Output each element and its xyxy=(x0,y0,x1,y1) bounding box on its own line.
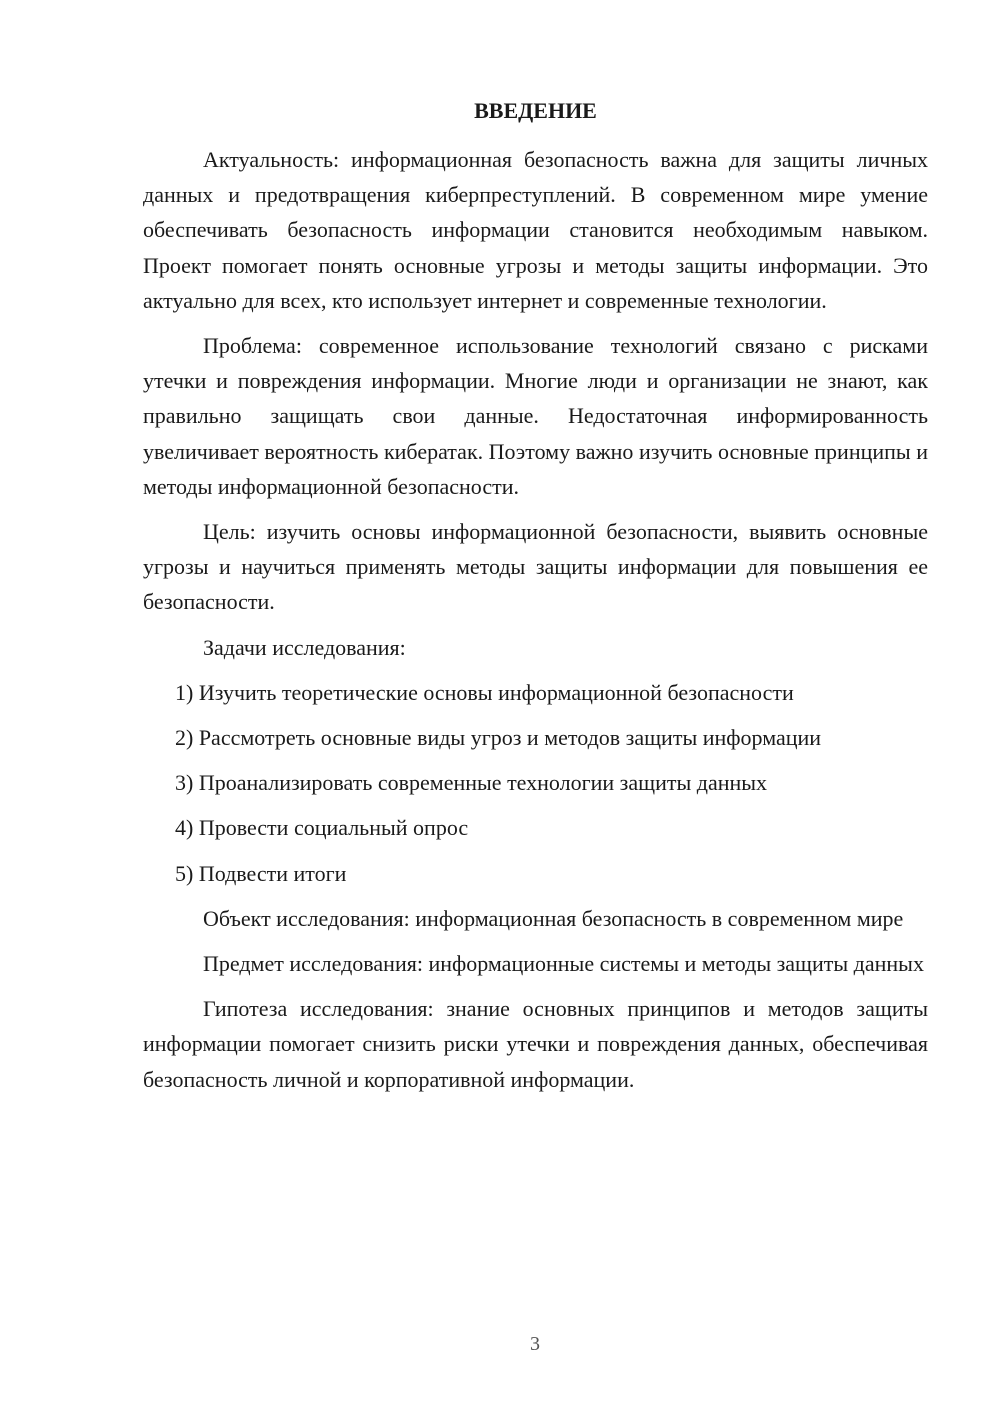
task-item-1: 1) Изучить теоретические основы информационной безопасности xyxy=(175,679,794,705)
tasks-heading: Задачи исследования: xyxy=(203,634,406,660)
task-item-2: 2) Рассмотреть основные виды угроз и методов защиты информации xyxy=(175,725,822,751)
section-title: ВВЕДЕНИЕ xyxy=(474,98,597,123)
task-item-5: 5) Подвести итоги xyxy=(175,860,347,886)
page-content xyxy=(143,96,928,1107)
paragraph-object: Объект исследования: информационная безопасность в современном мире xyxy=(203,905,904,931)
task-item-4: 4) Провести социальный опрос xyxy=(175,815,469,841)
paragraph-subject: Предмет исследования: информационные системы и методы защиты данных xyxy=(203,951,924,977)
paragraph-goal: Цель: изучить основы информационной безопасности, выявить основные угрозы и научиться применять методы защиты информации для повышения ее безопасности. xyxy=(143,519,928,615)
task-item-3: 3) Проанализировать современные технологии защиты данных xyxy=(175,770,768,796)
page-number: 3 xyxy=(530,1333,540,1355)
paragraph-hypothesis: Гипотеза исследования: знание основных принципов и методов защиты информации помогает снизить риски утечки и повреждения данных, обеспечивая безопасность личной и корпоративной информации. xyxy=(143,996,928,1092)
tasks-list xyxy=(143,675,928,891)
paragraph-relevance: Актуальность: информационная безопасность важна для защиты личных данных и предотвращения киберпреступлений. В современном мире умение обеспечивать безопасность информации становится необходимым навыком. Проект помогает понять основные угрозы и методы защиты информации. Это актуально для всех, кто использует интернет и современные технологии. xyxy=(143,147,928,313)
paragraph-problem: Проблема: современное использование технологий связано с рисками утечки и повреждения информации. Многие люди и организации не знают, как правильно защищать свои данные. Недостаточная информированность увеличивает вероятность кибератак. Поэтому важно изучить основные принципы и методы информационной безопасности. xyxy=(143,333,928,499)
